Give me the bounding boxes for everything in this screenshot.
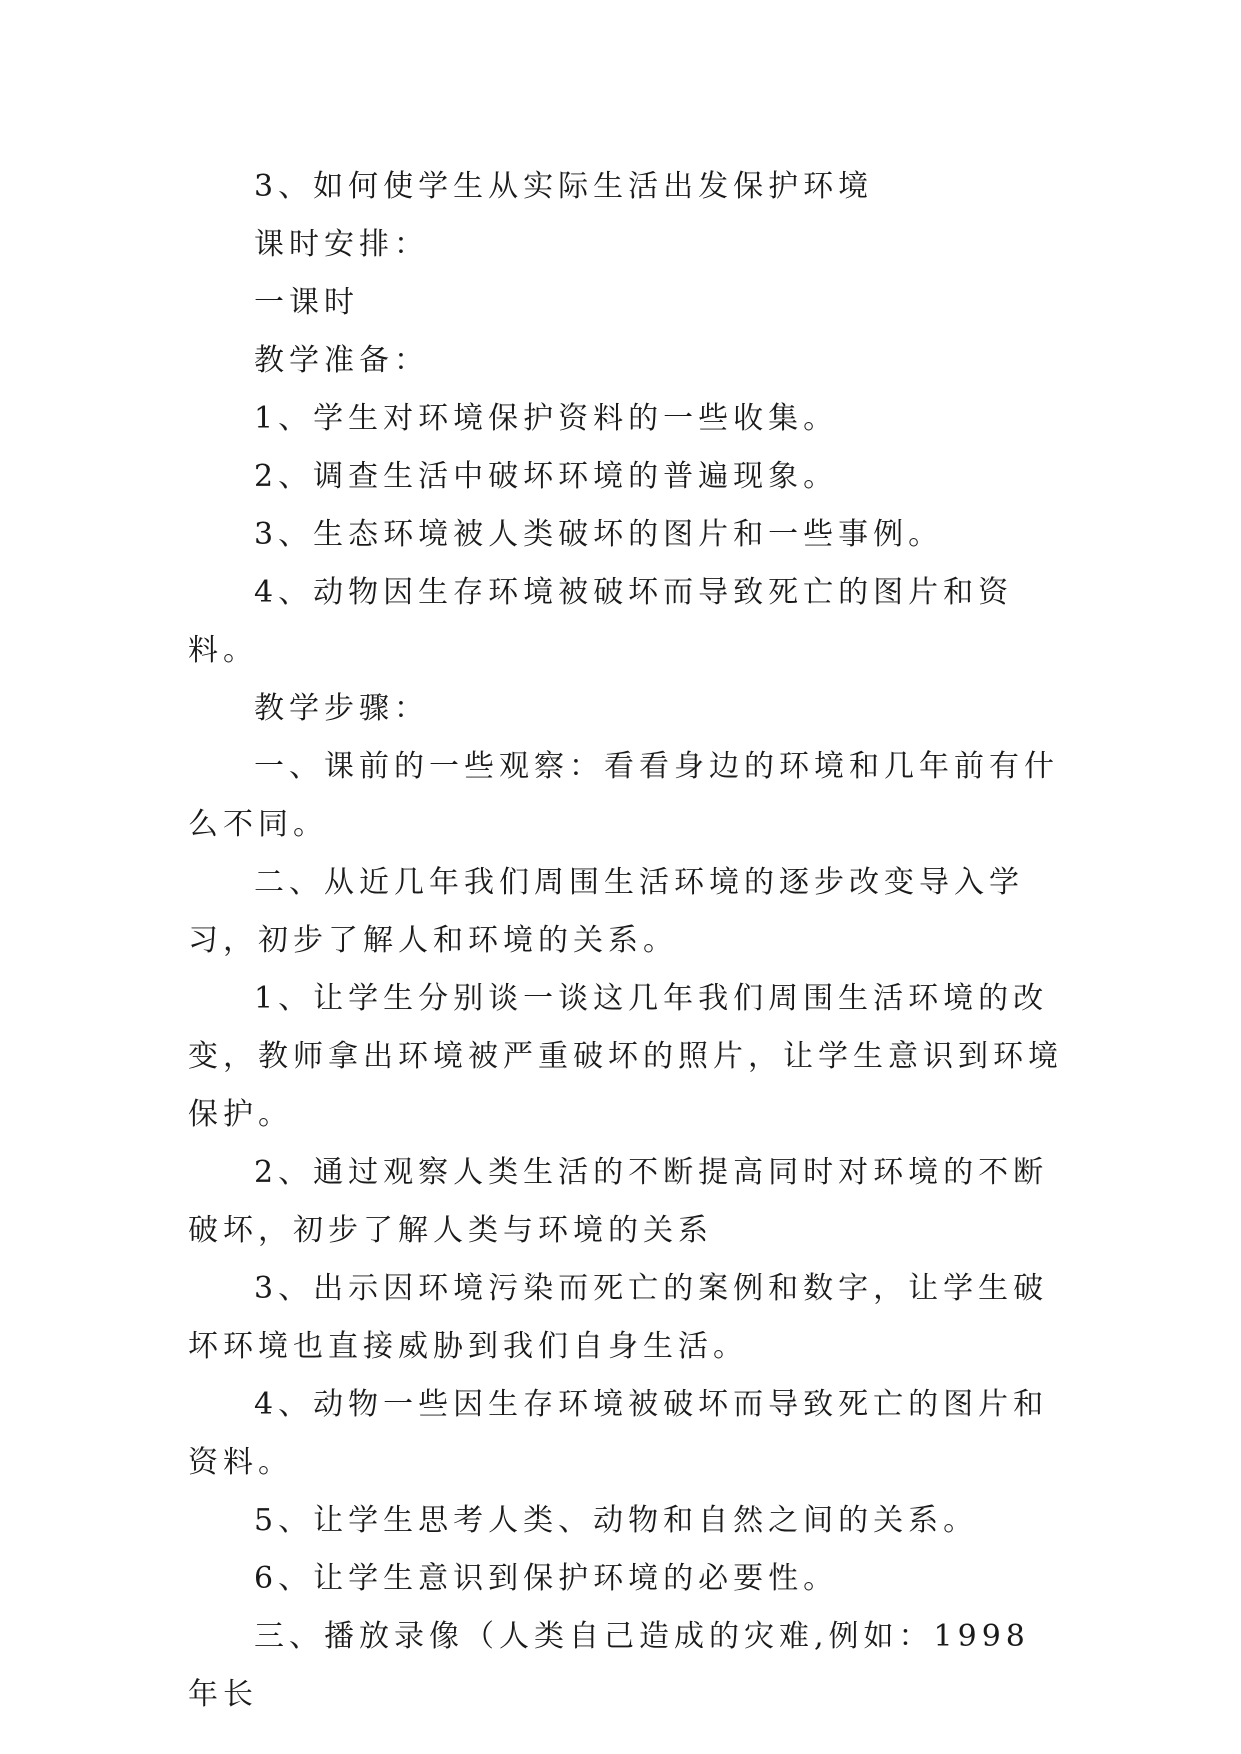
- paragraph-9: 教学步骤：: [254, 691, 429, 726]
- paragraph-13: 2、通过观察人类生活的不断提高同时对环境的不断破坏，初步了解人类与环境的关系: [188, 1155, 1049, 1248]
- paragraph-14: 3、出示因环境污染而死亡的案例和数字，让学生破坏环境也直接威胁到我们自身生活。: [188, 1271, 1049, 1364]
- paragraph-4: 教学准备：: [254, 343, 429, 378]
- paragraph-15: 4、动物一些因生存环境被破坏而导致死亡的图片和资料。: [188, 1387, 1049, 1480]
- document-body: [188, 158, 1068, 1724]
- paragraph-17: 6、让学生意识到保护环境的必要性。: [254, 1561, 839, 1596]
- paragraph-6: 2、调查生活中破坏环境的普遍现象。: [254, 459, 839, 494]
- paragraph-11: 二、从近几年我们周围生活环境的逐步改变导入学习，初步了解人和环境的关系。: [188, 865, 1024, 958]
- paragraph-2: 课时安排：: [254, 227, 429, 262]
- paragraph-3: 一课时: [254, 285, 359, 320]
- paragraph-1: 3、如何使学生从实际生活出发保护环境: [254, 169, 874, 204]
- paragraph-16: 5、让学生思考人类、动物和自然之间的关系。: [254, 1503, 979, 1538]
- paragraph-8: 4、动物因生存环境被破坏而导致死亡的图片和资料。: [188, 575, 1014, 668]
- paragraph-5: 1、学生对环境保护资料的一些收集。: [254, 401, 839, 436]
- paragraph-7: 3、生态环境被人类破坏的图片和一些事例。: [254, 517, 944, 552]
- paragraph-10: 一、课前的一些观察：看看身边的环境和几年前有什么不同。: [188, 749, 1059, 842]
- paragraph-12: 1、让学生分别谈一谈这几年我们周围生活环境的改变，教师拿出环境被严重破坏的照片，让学生意识到环境保护。: [188, 981, 1063, 1132]
- paragraph-18: 三、播放录像（人类自己造成的灾难,例如：1998 年长: [188, 1619, 1030, 1712]
